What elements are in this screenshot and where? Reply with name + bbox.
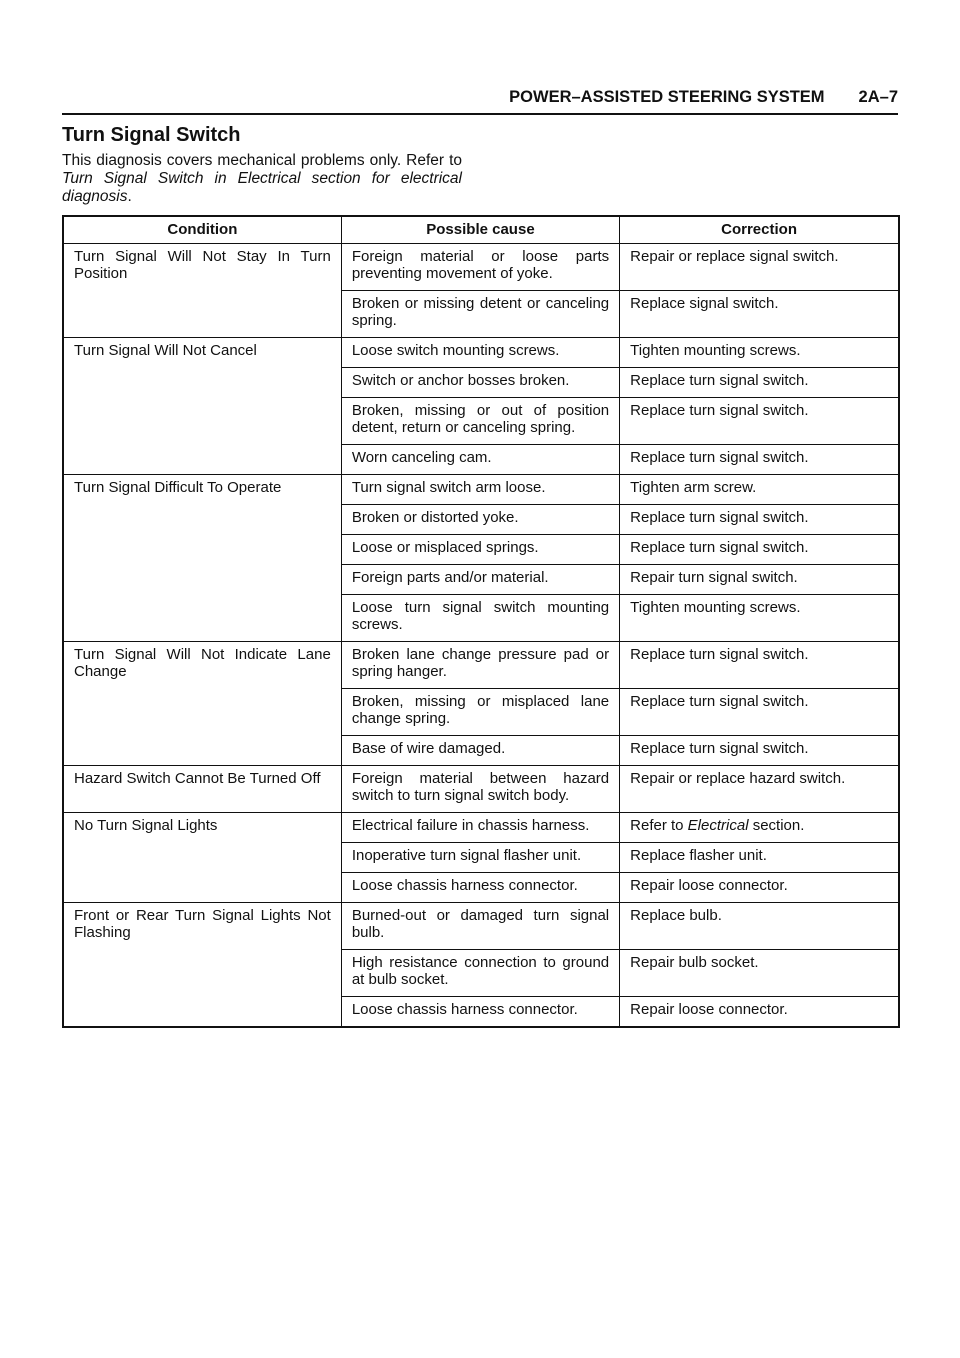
cause-cell: Loose switch mounting screws. [341, 338, 619, 368]
intro-text: This diagnosis covers mechanical problems only. Refer to [62, 152, 462, 169]
table-header-row [63, 216, 899, 244]
cause-cell: Electrical failure in chassis harness. [341, 813, 619, 843]
cause-cell: Inoperative turn signal flasher unit. [341, 843, 619, 873]
cause-cell: Broken or distorted yoke. [341, 505, 619, 535]
table-row [63, 475, 899, 505]
diagnosis-table [62, 215, 900, 1028]
cause-cell: Broken, missing or misplaced lane change spring. [341, 689, 619, 736]
correction-cell: Replace flasher unit. [620, 843, 899, 873]
table-row [63, 766, 899, 813]
page-title: Turn Signal Switch [62, 124, 241, 146]
correction-cell: Repair turn signal switch. [620, 565, 899, 595]
condition-cell: Turn Signal Will Not Cancel [63, 338, 341, 475]
correction-cell: Replace turn signal switch. [620, 368, 899, 398]
intro-reference: Turn Signal Switch in Electrical section for electrical diagnosis [62, 170, 462, 205]
table-row [63, 244, 899, 291]
condition-header: Condition [63, 216, 341, 244]
cause-cell: Foreign parts and/or material. [341, 565, 619, 595]
condition-cell: Turn Signal Will Not Indicate Lane Change [63, 642, 341, 766]
table-body [63, 244, 899, 1028]
correction-cell: Tighten mounting screws. [620, 595, 899, 642]
correction-text-end: section. [748, 817, 805, 834]
correction-cell: Repair or replace hazard switch. [620, 766, 899, 813]
condition-cell: No Turn Signal Lights [63, 813, 341, 903]
correction-cell: Replace turn signal switch. [620, 689, 899, 736]
correction-cell: Tighten mounting screws. [620, 338, 899, 368]
correction-reference: Electrical [687, 817, 749, 834]
condition-cell: Front or Rear Turn Signal Lights Not Flashing [63, 903, 341, 1028]
condition-cell: Hazard Switch Cannot Be Turned Off [63, 766, 341, 813]
correction-text: Refer to [630, 817, 688, 834]
condition-cell: Turn Signal Difficult To Operate [63, 475, 341, 642]
table-row [63, 642, 899, 689]
correction-cell: Repair loose connector. [620, 997, 899, 1028]
intro-end: . [127, 188, 132, 205]
correction-cell: Replace turn signal switch. [620, 642, 899, 689]
cause-cell: Broken or missing detent or canceling spring. [341, 291, 619, 338]
cause-cell: High resistance connection to ground at bulb socket. [341, 950, 619, 997]
correction-cell: Replace turn signal switch. [620, 398, 899, 445]
correction-cell: Repair bulb socket. [620, 950, 899, 997]
correction-cell [620, 813, 899, 843]
condition-cell: Turn Signal Will Not Stay In Turn Position [63, 244, 341, 338]
correction-cell: Replace bulb. [620, 903, 899, 950]
correction-cell: Repair or replace signal switch. [620, 244, 899, 291]
cause-cell: Foreign material between hazard switch to turn signal switch body. [341, 766, 619, 813]
cause-cell: Switch or anchor bosses broken. [341, 368, 619, 398]
cause-cell: Loose or misplaced springs. [341, 535, 619, 565]
cause-cell: Turn signal switch arm loose. [341, 475, 619, 505]
section-title: POWER–ASSISTED STEERING SYSTEM [509, 88, 825, 106]
cause-cell: Loose turn signal switch mounting screws. [341, 595, 619, 642]
correction-cell: Replace turn signal switch. [620, 535, 899, 565]
correction-cell: Replace signal switch. [620, 291, 899, 338]
page-number: 2A–7 [858, 88, 898, 106]
correction-cell: Tighten arm screw. [620, 475, 899, 505]
cause-header: Possible cause [341, 216, 619, 244]
cause-cell: Broken lane change pressure pad or spring hanger. [341, 642, 619, 689]
cause-cell: Broken, missing or out of position detent, return or canceling spring. [341, 398, 619, 445]
correction-cell: Replace turn signal switch. [620, 505, 899, 535]
correction-header: Correction [620, 216, 899, 244]
page-header [62, 88, 898, 115]
table-row [63, 903, 899, 950]
cause-cell: Burned-out or damaged turn signal bulb. [341, 903, 619, 950]
cause-cell: Loose chassis harness connector. [341, 997, 619, 1028]
correction-cell: Repair loose connector. [620, 873, 899, 903]
cause-cell: Foreign material or loose parts preventing movement of yoke. [341, 244, 619, 291]
cause-cell: Loose chassis harness connector. [341, 873, 619, 903]
correction-cell: Replace turn signal switch. [620, 736, 899, 766]
table-row [63, 813, 899, 843]
cause-cell: Worn canceling cam. [341, 445, 619, 475]
table-row [63, 338, 899, 368]
intro-paragraph [62, 152, 462, 206]
cause-cell: Base of wire damaged. [341, 736, 619, 766]
correction-cell: Replace turn signal switch. [620, 445, 899, 475]
